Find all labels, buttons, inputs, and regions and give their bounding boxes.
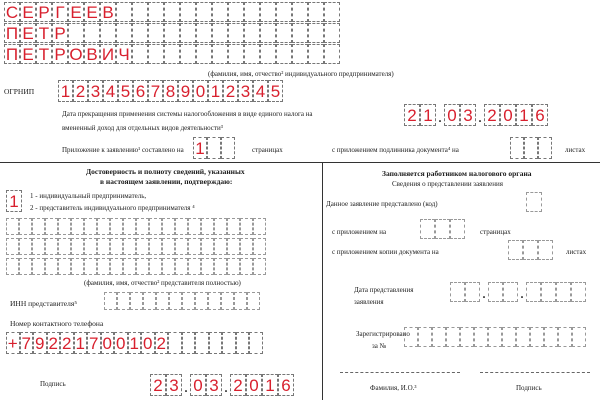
char-cell bbox=[474, 327, 488, 347]
char-cell bbox=[556, 282, 571, 302]
char-cell: 1 bbox=[208, 80, 223, 102]
char-cell bbox=[68, 23, 84, 43]
char-cell bbox=[132, 23, 148, 43]
char-cell: 1 bbox=[193, 137, 207, 159]
char-cell: 8 bbox=[163, 80, 178, 102]
char-cell bbox=[100, 23, 116, 43]
representative-name-row-1[interactable] bbox=[6, 218, 266, 235]
char-cell: 4 bbox=[253, 80, 268, 102]
char-cell: Г bbox=[52, 2, 68, 22]
char-cell bbox=[136, 218, 149, 235]
char-cell bbox=[324, 23, 340, 43]
char-cell bbox=[148, 2, 164, 22]
char-cell bbox=[123, 218, 136, 235]
char-cell bbox=[175, 258, 188, 275]
signer-option-2: 2 - представитель индивидуального предпринимателя ⁴ bbox=[30, 204, 195, 212]
char-cell bbox=[572, 327, 586, 347]
char-cell bbox=[227, 238, 240, 255]
char-cell bbox=[196, 23, 212, 43]
char-cell: 6 bbox=[532, 104, 548, 126]
char-cell bbox=[465, 282, 480, 302]
inn-label: ИНН представителя⁵ bbox=[10, 299, 77, 308]
char-cell bbox=[228, 23, 244, 43]
char-cell bbox=[164, 23, 180, 43]
office-heading-2: Сведения о представлении заявления bbox=[392, 180, 503, 188]
office-sign-label: Подпись bbox=[516, 384, 542, 392]
char-cell bbox=[162, 258, 175, 275]
cease-label-line2: вмененный доход для отдельных видов деятельности³ bbox=[62, 124, 223, 132]
char-cell bbox=[247, 292, 260, 310]
with-attachment-label: с приложением на bbox=[332, 228, 387, 236]
char-cell bbox=[253, 218, 266, 235]
char-cell bbox=[450, 282, 465, 302]
name-row[interactable] bbox=[4, 2, 340, 22]
char-cell bbox=[212, 23, 228, 43]
char-cell bbox=[538, 240, 553, 260]
char-cell bbox=[110, 258, 123, 275]
attachment-pages-word: страницах bbox=[252, 146, 283, 154]
char-cell: 5 bbox=[118, 80, 133, 102]
char-cell: 0 bbox=[193, 80, 208, 102]
char-cell bbox=[227, 218, 240, 235]
char-cell bbox=[19, 218, 32, 235]
date-separator: . bbox=[478, 109, 482, 126]
char-cell bbox=[530, 327, 544, 347]
char-cell bbox=[164, 44, 180, 64]
char-cell: 3 bbox=[460, 104, 476, 126]
char-cell bbox=[240, 238, 253, 255]
char-cell bbox=[221, 292, 234, 310]
char-cell: 7 bbox=[148, 80, 163, 102]
char-cell: 2 bbox=[60, 332, 74, 354]
char-cell bbox=[234, 292, 247, 310]
char-cell bbox=[544, 327, 558, 347]
char-cell bbox=[132, 2, 148, 22]
char-cell bbox=[182, 332, 196, 354]
char-cell: 1 bbox=[74, 332, 88, 354]
char-cell bbox=[460, 327, 474, 347]
char-cell bbox=[222, 332, 236, 354]
char-cell: 3 bbox=[88, 80, 103, 102]
ogrnip-field[interactable] bbox=[58, 80, 283, 102]
char-cell: 7 bbox=[20, 332, 34, 354]
char-cell bbox=[523, 240, 538, 260]
representative-name-row-3[interactable] bbox=[6, 258, 266, 275]
attachment-docs-label: с приложением подлинника документа⁴ на bbox=[332, 146, 459, 154]
office-fio-label: Фамилия, И.О.³ bbox=[370, 384, 417, 392]
char-cell bbox=[308, 2, 324, 22]
char-cell bbox=[502, 327, 516, 347]
copies-sheets-word: листах bbox=[566, 248, 587, 256]
date-separator: . bbox=[438, 109, 442, 126]
representative-name-row-2[interactable] bbox=[6, 238, 266, 255]
office-heading-1: Заполняется работником налогового органа bbox=[382, 169, 532, 178]
char-cell bbox=[195, 332, 209, 354]
char-cell bbox=[84, 258, 97, 275]
char-cell: 6 bbox=[278, 374, 294, 396]
cease-label-line1: Дата прекращения применения системы налогообложения в виде единого налога на bbox=[62, 110, 313, 118]
fio-caption: (фамилия, имя, отчество² индивидуального предпринимателя) bbox=[208, 70, 394, 78]
char-cell bbox=[97, 218, 110, 235]
char-cell bbox=[6, 238, 19, 255]
char-cell: 0 bbox=[246, 374, 262, 396]
char-cell bbox=[168, 332, 182, 354]
char-cell bbox=[97, 258, 110, 275]
char-cell bbox=[196, 2, 212, 22]
char-cell bbox=[136, 258, 149, 275]
char-cell: Т bbox=[36, 44, 52, 64]
attachment-pages-label: Приложение к заявлению¹ составлено на bbox=[62, 146, 184, 154]
char-cell bbox=[175, 238, 188, 255]
char-cell bbox=[214, 238, 227, 255]
char-cell: 2 bbox=[150, 374, 166, 396]
char-cell bbox=[156, 292, 169, 310]
char-cell bbox=[260, 2, 276, 22]
char-cell: Р bbox=[52, 44, 68, 64]
char-cell: 0 bbox=[190, 374, 206, 396]
attachment-docs-word: листах bbox=[565, 146, 586, 154]
char-cell bbox=[488, 327, 502, 347]
char-cell: 5 bbox=[268, 80, 283, 102]
char-cell bbox=[508, 240, 523, 260]
char-cell bbox=[188, 258, 201, 275]
rep-caption: (фамилия, имя, отчество² представителя полностью) bbox=[84, 279, 241, 287]
char-cell: 2 bbox=[223, 80, 238, 102]
char-cell: 2 bbox=[73, 80, 88, 102]
with-attachment-pages-word: страницах bbox=[480, 228, 511, 236]
submission-date-label-2: заявления bbox=[354, 298, 384, 306]
char-cell bbox=[180, 2, 196, 22]
char-cell bbox=[244, 44, 260, 64]
char-cell bbox=[6, 218, 19, 235]
char-cell bbox=[212, 44, 228, 64]
char-cell: 0 bbox=[141, 332, 155, 354]
confirm-heading-1: Достоверность и полноту сведений, указанных bbox=[86, 167, 245, 176]
name-row[interactable] bbox=[4, 23, 340, 43]
attachment-docs-field[interactable] bbox=[510, 137, 552, 159]
char-cell bbox=[196, 44, 212, 64]
char-cell bbox=[209, 332, 223, 354]
char-cell bbox=[541, 282, 556, 302]
char-cell bbox=[324, 2, 340, 22]
char-cell: 3 bbox=[238, 80, 253, 102]
char-cell bbox=[240, 258, 253, 275]
with-attachment-pages-field[interactable] bbox=[420, 219, 465, 239]
char-cell: 2 bbox=[47, 332, 61, 354]
char-cell bbox=[227, 258, 240, 275]
char-cell bbox=[188, 238, 201, 255]
char-cell bbox=[164, 2, 180, 22]
char-cell bbox=[32, 218, 45, 235]
char-cell bbox=[292, 23, 308, 43]
date-separator: . bbox=[184, 379, 188, 396]
char-cell bbox=[236, 332, 250, 354]
char-cell: 0 bbox=[444, 104, 460, 126]
char-cell bbox=[104, 292, 117, 310]
char-cell bbox=[71, 258, 84, 275]
char-cell bbox=[201, 238, 214, 255]
char-cell bbox=[201, 218, 214, 235]
attachment-pages-field[interactable] bbox=[193, 137, 235, 159]
char-cell bbox=[228, 44, 244, 64]
char-cell: Ч bbox=[116, 44, 132, 64]
char-cell bbox=[253, 238, 266, 255]
submission-date-label-1: Дата представления bbox=[354, 286, 414, 294]
char-cell bbox=[32, 258, 45, 275]
char-cell bbox=[45, 238, 58, 255]
char-cell bbox=[503, 282, 518, 302]
char-cell bbox=[292, 44, 308, 64]
char-cell bbox=[201, 258, 214, 275]
char-cell bbox=[162, 218, 175, 235]
copies-label: с приложением копии документа на bbox=[332, 248, 439, 256]
char-cell bbox=[71, 218, 84, 235]
char-cell bbox=[58, 258, 71, 275]
char-cell: 1 bbox=[516, 104, 532, 126]
char-cell: 6 bbox=[133, 80, 148, 102]
char-cell bbox=[19, 238, 32, 255]
char-cell bbox=[432, 327, 446, 347]
char-cell bbox=[123, 258, 136, 275]
char-cell: 7 bbox=[87, 332, 101, 354]
char-cell bbox=[149, 238, 162, 255]
char-cell: С bbox=[5, 2, 19, 22]
char-cell bbox=[45, 218, 58, 235]
sign-date-field[interactable] bbox=[150, 374, 294, 396]
char-cell bbox=[526, 192, 542, 212]
char-cell bbox=[420, 219, 435, 239]
char-cell: П bbox=[5, 44, 19, 64]
char-cell bbox=[207, 137, 221, 159]
char-cell: Р bbox=[36, 2, 52, 22]
char-cell bbox=[169, 292, 182, 310]
char-cell bbox=[180, 44, 196, 64]
char-cell bbox=[276, 2, 292, 22]
char-cell bbox=[324, 44, 340, 64]
char-cell bbox=[123, 238, 136, 255]
char-cell bbox=[450, 219, 465, 239]
name-row[interactable] bbox=[4, 44, 340, 64]
date-separator: . bbox=[520, 285, 524, 302]
char-cell bbox=[538, 137, 552, 159]
char-cell: 3 bbox=[166, 374, 182, 396]
char-cell: Е bbox=[20, 2, 36, 22]
char-cell bbox=[244, 2, 260, 22]
char-cell bbox=[84, 238, 97, 255]
char-cell: П bbox=[5, 23, 19, 43]
char-cell: Е bbox=[20, 23, 36, 43]
cease-date-field[interactable] bbox=[404, 104, 548, 126]
char-cell: 2 bbox=[155, 332, 169, 354]
char-cell bbox=[208, 292, 221, 310]
signer-code-field[interactable] bbox=[6, 190, 22, 212]
copies-pages-field[interactable] bbox=[508, 240, 553, 260]
char-cell bbox=[180, 23, 196, 43]
char-cell bbox=[524, 137, 538, 159]
char-cell bbox=[488, 282, 503, 302]
char-cell bbox=[260, 23, 276, 43]
char-cell bbox=[117, 292, 130, 310]
char-cell bbox=[228, 2, 244, 22]
char-cell bbox=[404, 327, 418, 347]
char-cell: 4 bbox=[103, 80, 118, 102]
char-cell: 1 bbox=[128, 332, 142, 354]
char-cell bbox=[97, 238, 110, 255]
char-cell bbox=[182, 292, 195, 310]
char-cell bbox=[19, 258, 32, 275]
char-cell: 1 bbox=[420, 104, 436, 126]
char-cell bbox=[435, 219, 450, 239]
char-cell: 1 bbox=[6, 190, 22, 212]
submission-date-field[interactable] bbox=[450, 282, 586, 302]
char-cell: Е bbox=[68, 2, 84, 22]
char-cell: 3 bbox=[206, 374, 222, 396]
char-cell: 2 bbox=[404, 104, 420, 126]
char-cell bbox=[143, 292, 156, 310]
char-cell bbox=[6, 258, 19, 275]
char-cell: 1 bbox=[262, 374, 278, 396]
char-cell: Т bbox=[36, 23, 52, 43]
phone-field[interactable] bbox=[6, 332, 263, 354]
char-cell bbox=[149, 218, 162, 235]
char-cell bbox=[308, 44, 324, 64]
char-cell bbox=[149, 258, 162, 275]
char-cell: Е bbox=[84, 2, 100, 22]
char-cell: О bbox=[69, 44, 83, 64]
date-separator: . bbox=[482, 285, 486, 302]
char-cell: 2 bbox=[484, 104, 500, 126]
char-cell bbox=[276, 44, 292, 64]
char-cell bbox=[45, 258, 58, 275]
char-cell bbox=[32, 238, 45, 255]
registered-label-1: Зарегистрировано bbox=[356, 330, 410, 338]
char-cell bbox=[58, 238, 71, 255]
section-divider bbox=[0, 162, 600, 163]
char-cell: 1 bbox=[58, 80, 73, 102]
char-cell bbox=[214, 258, 227, 275]
submitted-code-label: Данное заявление представлено (код) bbox=[326, 200, 438, 208]
char-cell bbox=[260, 44, 276, 64]
char-cell bbox=[148, 23, 164, 43]
char-cell bbox=[516, 327, 530, 347]
fio-signature-line bbox=[340, 372, 460, 373]
office-signature-line bbox=[480, 372, 590, 373]
char-cell bbox=[292, 2, 308, 22]
registration-number-field[interactable] bbox=[404, 327, 586, 347]
char-cell bbox=[110, 218, 123, 235]
char-cell bbox=[71, 238, 84, 255]
char-cell bbox=[175, 218, 188, 235]
char-cell bbox=[446, 327, 460, 347]
char-cell: В bbox=[100, 2, 116, 22]
registered-label-2: за № bbox=[372, 342, 387, 350]
char-cell: 0 bbox=[101, 332, 115, 354]
char-cell bbox=[214, 218, 227, 235]
signer-option-1: 1 - индивидуальный предприниматель, bbox=[30, 192, 147, 200]
char-cell bbox=[148, 44, 164, 64]
char-cell bbox=[253, 258, 266, 275]
char-cell: 9 bbox=[33, 332, 47, 354]
char-cell bbox=[195, 292, 208, 310]
char-cell bbox=[110, 238, 123, 255]
char-cell: 9 bbox=[178, 80, 193, 102]
char-cell: Е bbox=[20, 44, 36, 64]
char-cell bbox=[526, 282, 541, 302]
confirm-heading-2: в настоящем заявлении, подтверждаю: bbox=[100, 177, 233, 186]
char-cell bbox=[212, 2, 228, 22]
char-cell: 0 bbox=[500, 104, 516, 126]
submitted-code-field[interactable] bbox=[526, 192, 542, 212]
ogrnip-label: ОГРНИП bbox=[4, 87, 35, 96]
char-cell: + bbox=[7, 333, 18, 353]
left-sign-label: Подпись bbox=[40, 380, 66, 388]
char-cell bbox=[221, 137, 235, 159]
char-cell bbox=[84, 23, 100, 43]
date-separator: . bbox=[224, 379, 228, 396]
char-cell bbox=[132, 44, 148, 64]
column-divider bbox=[322, 162, 323, 400]
char-cell: В bbox=[84, 44, 100, 64]
char-cell: И bbox=[101, 44, 115, 64]
char-cell bbox=[84, 218, 97, 235]
char-cell bbox=[276, 23, 292, 43]
char-cell bbox=[308, 23, 324, 43]
char-cell bbox=[130, 292, 143, 310]
char-cell bbox=[162, 238, 175, 255]
char-cell: 0 bbox=[114, 332, 128, 354]
representative-inn-field[interactable] bbox=[104, 292, 260, 310]
char-cell bbox=[558, 327, 572, 347]
char-cell: 2 bbox=[230, 374, 246, 396]
char-cell bbox=[249, 332, 263, 354]
phone-label: Номер контактного телефона bbox=[10, 319, 104, 328]
char-cell bbox=[116, 2, 132, 22]
char-cell bbox=[510, 137, 524, 159]
char-cell bbox=[116, 23, 132, 43]
char-cell bbox=[188, 218, 201, 235]
char-cell bbox=[571, 282, 586, 302]
char-cell bbox=[136, 238, 149, 255]
char-cell: Р bbox=[52, 23, 68, 43]
char-cell bbox=[418, 327, 432, 347]
char-cell bbox=[58, 218, 71, 235]
char-cell bbox=[240, 218, 253, 235]
char-cell bbox=[244, 23, 260, 43]
